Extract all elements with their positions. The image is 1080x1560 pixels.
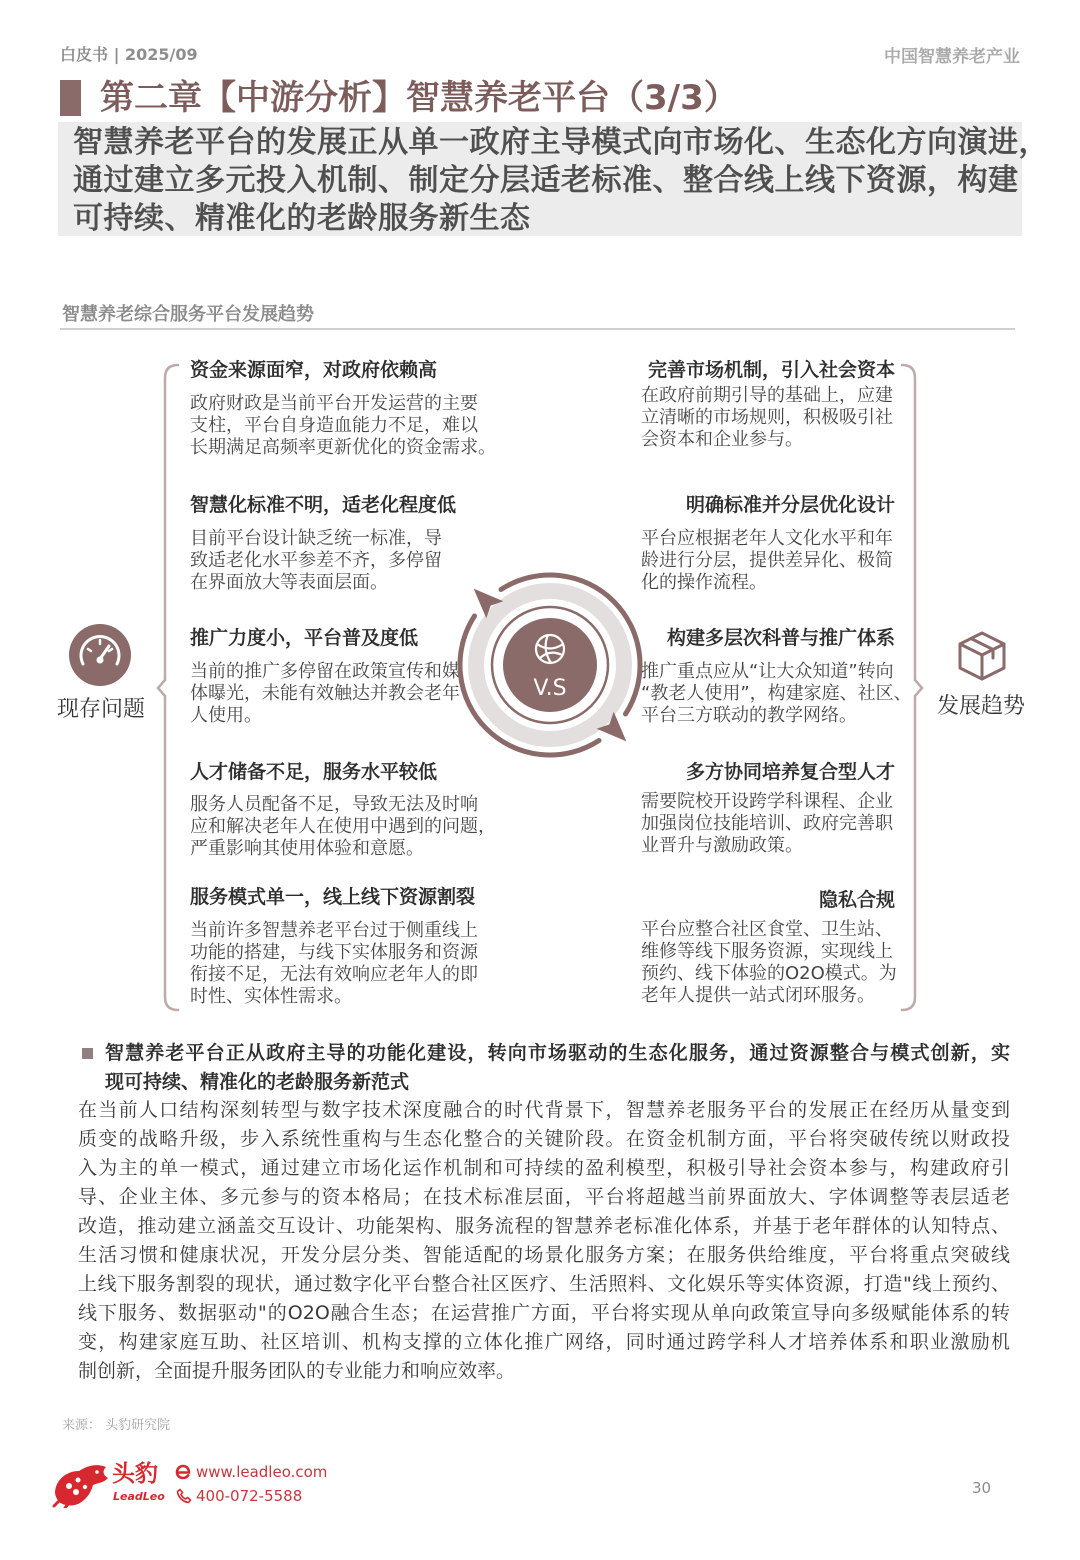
trend-description-line: 平台三方联动的教学网络。 (641, 705, 857, 726)
brand-name-cn: 头豹 (112, 1461, 158, 1487)
website-link[interactable]: www.leadleo.com (196, 1463, 328, 1481)
issue-description-line: 衔接不足，无法有效响应老年人的即 (190, 964, 478, 985)
trend-title: 多方协同培养复合型人才 (685, 761, 895, 783)
trend-title: 明确标准并分层优化设计 (685, 494, 895, 516)
report-type-date: 白皮书 | 2025/09 (60, 45, 198, 64)
issue-title: 资金来源面窄，对政府依赖高 (190, 359, 438, 381)
trend-description (641, 791, 893, 857)
summary-paragraph (78, 1096, 1010, 1386)
trend-description-line: 立清晰的市场规则，积极吸引社 (641, 407, 893, 428)
trend-description (641, 919, 897, 1007)
trend-description-line: 化的操作流程。 (641, 572, 767, 593)
issue-description-line: 时性、实体性需求。 (190, 986, 352, 1007)
trend-description (641, 528, 893, 594)
trend-description-line: 需要院校开设跨学科课程、企业 (641, 791, 893, 812)
trend-description-line: 老年人提供一站式闭环服务。 (641, 985, 875, 1006)
section-divider (60, 328, 1015, 330)
summary-heading-line: 智慧养老平台正从政府主导的功能化建设，转向市场驱动的生态化服务，通过资源整合与模式创新，实 (105, 1042, 1010, 1064)
issue-description-line: 在界面放大等表面层面。 (190, 572, 388, 593)
issues-label: 现存问题 (56, 697, 145, 722)
paragraph-line: 入为主的单一模式，通过建立市场化运作机制和可持续的盈利模型，积极引导社会资本参与，构建政府引 (78, 1157, 1010, 1179)
trend-item-privacy (600, 888, 900, 1018)
box-icon (954, 628, 1010, 684)
subtitle-line: 智慧养老平台的发展正从单一政府主导模式向市场化、生态化方向演进， (73, 125, 1049, 160)
gauge-icon (68, 623, 132, 687)
brand-name-en: LeadLeo (113, 1490, 165, 1503)
paragraph-line: 质变的战略升级，步入系统性重构与生态化整合的关键阶段。在资金机制方面，平台将突破传统以财政投 (78, 1128, 1010, 1150)
summary-heading (105, 1039, 1010, 1097)
trend-description-line: 推广重点应从“让大众知道”转向 (641, 661, 894, 682)
issue-description-line: 当前的推广多停留在政策宣传和媒 (190, 661, 460, 682)
issue-description-line: 长期满足高频率更新优化的资金需求。 (190, 437, 496, 458)
paragraph-line: 导、企业主体、多元参与的资本格局；在技术标准层面，平台将超越当前界面放大、字体调整等表层适老 (78, 1186, 1010, 1208)
page-number: 30 (972, 1479, 992, 1497)
issue-description (190, 661, 460, 727)
bullet-square (82, 1048, 93, 1059)
page-title: 第二章【中游分析】智慧养老平台（3/3） (100, 78, 738, 118)
subtitle-line: 通过建立多元投入机制、制定分层适老标准、整合线上线下资源，构建 (73, 163, 1019, 198)
issue-description (190, 528, 442, 594)
section-label: 智慧养老综合服务平台发展趋势 (62, 304, 314, 325)
issue-title: 智慧化标准不明，适老化程度低 (190, 494, 457, 516)
issue-description-line: 支柱，平台自身造血能力不足，难以 (190, 415, 478, 436)
issue-item-funding (190, 358, 510, 488)
paragraph-line: 制创新，全面提升服务团队的专业能力和响应效率。 (78, 1360, 516, 1382)
trend-description-line: 加强岗位技能培训、政府完善职 (641, 813, 893, 834)
issue-description-line: 服务人员配备不足，导致无法及时响 (190, 794, 478, 815)
subtitle-box (58, 122, 1049, 236)
leopard-logo-icon (52, 1460, 110, 1508)
issue-title: 推广力度小，平台普及度低 (190, 627, 419, 649)
title-accent-block (60, 80, 81, 116)
trend-item-talent (600, 760, 900, 890)
phone-number: 400-072-5588 (196, 1487, 303, 1505)
left-bracket (150, 355, 190, 1020)
paragraph-line: 在当前人口结构深刻转型与数字技术深度融合的时代背景下，智慧养老服务平台的发展正在经历从量变到 (78, 1099, 1010, 1121)
web-icon (174, 1463, 192, 1481)
subtitle-line: 可持续、精准化的老龄服务新生态 (73, 201, 531, 236)
issue-description-line: 人使用。 (190, 705, 262, 726)
paragraph-line: 上线下服务割裂的现状，通过数字化平台整合社区医疗、生活照料、文化娱乐等实体资源，打造"线上预约、 (78, 1273, 1010, 1295)
trend-description-line: 龄进行分层，提供差异化、极简 (641, 550, 893, 571)
paragraph-line: 生活习惯和健康状况，开发分层分类、智能适配的场景化服务方案；在服务供给维度，平台将重点突破线 (78, 1244, 1010, 1266)
issue-description-line: 严重影响其使用体验和意愿。 (190, 838, 424, 859)
issue-description-line: 致适老化水平参差不齐，多停留 (190, 550, 442, 571)
trend-description-line: “教老人使用”，构建家庭、社区、 (641, 683, 912, 704)
issue-description (190, 393, 496, 459)
issue-description-line: 政府财政是当前平台开发运营的主要 (190, 393, 478, 414)
issue-description-line: 应和解决老年人在使用中遇到的问题， (190, 816, 496, 837)
report-industry: 中国智慧养老产业 (884, 47, 1020, 67)
trend-description-line: 平台应整合社区食堂、卫生站、 (641, 919, 893, 940)
trend-description-line: 维修等线下服务资源，实现线上 (641, 941, 893, 962)
trend-item-promotion (600, 626, 912, 756)
issue-description (190, 920, 478, 1008)
issue-description-line: 目前平台设计缺乏统一标准，导 (190, 528, 442, 549)
issue-description-line: 体曝光，未能有效触达并教会老年 (190, 683, 460, 704)
trend-description-line: 在政府前期引导的基础上，应建 (641, 385, 893, 406)
issue-description-line: 功能的搭建，与线下实体服务和资源 (190, 942, 478, 963)
paragraph-line: 线下服务、数据驱动"的O2O融合生态；在运营推广方面，平台将实现从单向政策宣导向多级赋能体系的转 (78, 1302, 1010, 1324)
source-note: 来源： 头豹研究院 (62, 1418, 171, 1433)
issue-description-line: 当前许多智慧养老平台过于侧重线上 (190, 920, 478, 941)
trends-label: 发展趋势 (936, 694, 1025, 719)
trend-title: 隐私合规 (818, 889, 895, 911)
trend-description-line: 平台应根据老年人文化水平和年 (641, 528, 893, 549)
issue-item-service-model (190, 885, 510, 1015)
trend-description (641, 385, 893, 451)
paragraph-line: 改造，推动建立涵盖交互设计、功能架构、服务流程的智慧养老标准化体系，并基于老年群体的认知特点、 (78, 1215, 1010, 1237)
trend-title: 构建多层次科普与推广体系 (666, 627, 895, 649)
trend-description-line: 会资本和企业参与。 (641, 429, 803, 450)
paragraph-line: 变，构建家庭互助、社区培训、机构支撑的立体化推广网络，同时通过跨学科人才培养体系和职业激励机 (78, 1331, 1010, 1353)
issue-title: 人才储备不足，服务水平较低 (190, 761, 438, 783)
trend-description (641, 661, 912, 727)
trend-description-line: 预约、线下体验的O2O模式。为 (641, 963, 897, 984)
trend-item-market (600, 358, 900, 488)
trend-title: 完善市场机制，引入社会资本 (647, 359, 895, 381)
summary-heading-line: 现可持续、精准化的老龄服务新范式 (105, 1071, 410, 1093)
phone-icon (176, 1488, 192, 1504)
trend-item-standards (600, 493, 900, 623)
issue-title: 服务模式单一，线上线下资源割裂 (190, 886, 476, 908)
vs-text: V.S (533, 676, 567, 701)
issue-description (190, 794, 496, 860)
trend-description-line: 业晋升与激励政策。 (641, 835, 803, 856)
